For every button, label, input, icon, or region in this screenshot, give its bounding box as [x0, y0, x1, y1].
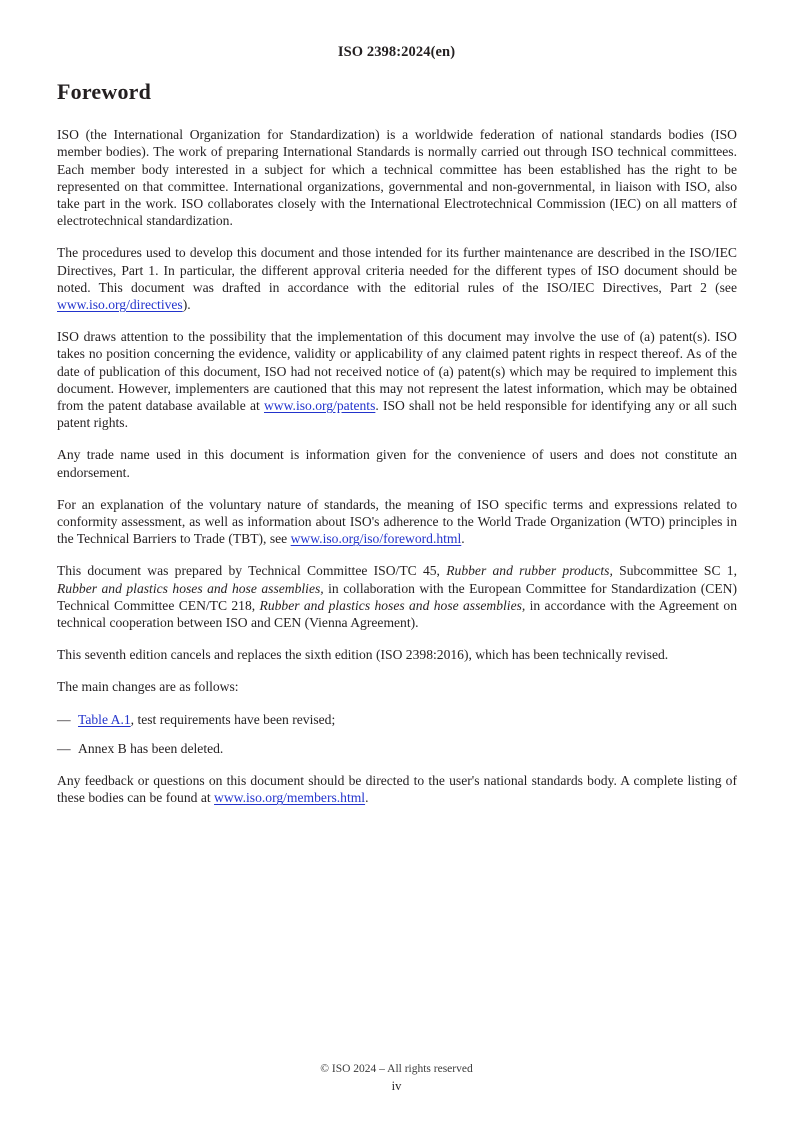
list-item-text: Annex B has been deleted.	[78, 740, 224, 756]
page-content	[57, 80, 737, 821]
link-iso-directives[interactable]: www.iso.org/directives	[57, 297, 183, 313]
change-list	[57, 711, 737, 757]
paragraph-committee-text-4: in accordance with the Agreement on technical cooperation between ISO and CEN (Vienna Agreement).	[57, 597, 738, 631]
paragraph-voluntary-nature-text-1: For an explanation of the voluntary nature of standards, the meaning of ISO specific terms and expressions related to conformity assessment, as well as information about ISO's adherence to the World Trade Organization (WTO) principles in the Technical Barriers to Trade (TBT), see	[57, 496, 737, 547]
page-footer	[0, 1062, 793, 1094]
paragraph-committee-text-3: in collaboration with the European Committee for Standardization (CEN) Technical Committee CEN/TC 218,	[57, 580, 737, 613]
paragraph-iso-intro-text: ISO (the International Organization for Standardization) is a worldwide federation of national standards bodies (ISO member bodies). The work of preparing International Standards is normally carried out through ISO technical committees. Each member body interested in a subject for which a technical committee has been established has the right to be represented on that committee. International organizations, governmental and non-governmental, in liaison with ISO, also take part in the work. ISO collaborates closely with the International Electrotechnical Commission (IEC) on all matters of electrotechnical standardization.	[57, 127, 737, 229]
paragraph-committee-text-2: Subcommittee SC 1,	[612, 563, 737, 579]
paragraph-feedback	[57, 772, 737, 806]
link-iso-members[interactable]: www.iso.org/members.html	[214, 790, 366, 806]
paragraph-procedures-text-2: ).	[182, 297, 191, 313]
paragraph-voluntary-nature	[57, 496, 737, 548]
list-item	[57, 740, 737, 757]
link-table-a1[interactable]: Table A.1	[78, 711, 131, 727]
paragraph-committee-text-1: This document was prepared by Technical Committee ISO/TC 45,	[57, 563, 447, 579]
page-number: iv	[391, 1079, 402, 1093]
paragraph-voluntary-nature-text-2: .	[461, 531, 465, 547]
paragraph-patents-text-1: ISO draws attention to the possibility that the implementation of this document may involve the use of (a) patent(s). ISO takes no position concerning the evidence, validity or applicability of any claimed patent rights in respect thereof. As of the date of publication of this document, ISO had not received notice of (a) patent(s) which may be required to implement this document. However, implementers are cautioned that this may not represent the latest information, which may be obtained from the patent database available at	[57, 329, 737, 414]
paragraph-edition	[57, 646, 737, 663]
paragraph-committee	[57, 562, 737, 631]
paragraph-trade-name-text: Any trade name used in this document is information given for the convenience of users and does not constitute an endorsement.	[57, 447, 737, 480]
page-title: Foreword	[57, 79, 152, 104]
paragraph-procedures-text-1: The procedures used to develop this document and those intended for its further maintenance are described in the ISO/IEC Directives, Part 1. In particular, the different approval criteria needed for the different types of ISO document should be noted. This document was drafted in accordance with the editorial rules of the ISO/IEC Directives, Part 2 (see	[57, 245, 737, 295]
paragraph-feedback-text-2: .	[365, 790, 369, 806]
link-iso-patents[interactable]: www.iso.org/patents	[263, 398, 376, 414]
em-dash-bullet: —	[57, 711, 71, 727]
paragraph-patents-text-2: . ISO shall not be held responsible for identifying any or all such patent rights.	[57, 398, 737, 431]
committee-title-sc1: Rubber and plastics hoses and hose assemblies,	[57, 580, 324, 596]
committee-title-cen-tc218: Rubber and plastics hoses and hose assemblies,	[259, 597, 526, 613]
paragraph-edition-text: This seventh edition cancels and replaces the sixth edition (ISO 2398:2016), which has been technically revised.	[57, 647, 669, 663]
paragraph-feedback-text-1: Any feedback or questions on this document should be directed to the user's national standards body. A complete listing of these bodies can be found at	[57, 773, 737, 806]
paragraph-procedures	[57, 244, 737, 313]
paragraph-patents	[57, 328, 737, 431]
em-dash-bullet: —	[57, 740, 71, 756]
paragraph-main-changes-intro-text: The main changes are as follows:	[57, 679, 239, 695]
link-iso-foreword[interactable]: www.iso.org/iso/foreword.html	[290, 531, 462, 547]
list-item	[57, 711, 737, 728]
committee-title-tc45: Rubber and rubber products,	[446, 563, 613, 579]
paragraph-main-changes-intro	[57, 678, 737, 695]
running-head: ISO 2398:2024(en)	[337, 44, 456, 60]
paragraph-trade-name	[57, 446, 737, 480]
copyright-notice: © ISO 2024 – All rights reserved	[320, 1063, 473, 1075]
paragraph-iso-intro	[57, 126, 737, 229]
list-item-text: , test requirements have been revised;	[130, 711, 336, 727]
